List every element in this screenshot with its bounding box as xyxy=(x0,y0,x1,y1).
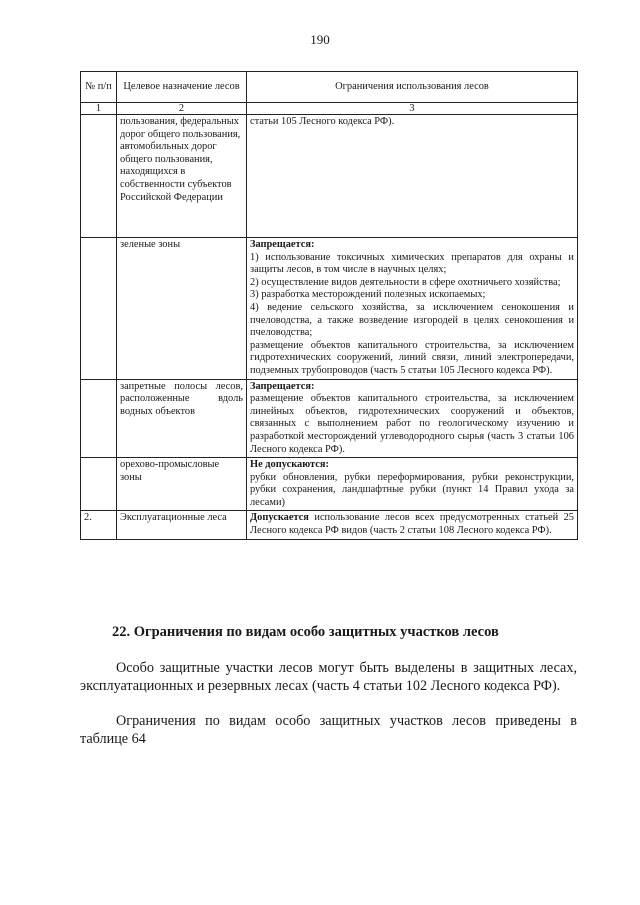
row-restriction xyxy=(247,511,578,539)
column-number-row xyxy=(81,103,578,115)
restriction-heading: Не допускаются: xyxy=(250,459,329,471)
section-paragraph: Особо защитные участки лесов могут быть выделены в защитных лесах, эксплуатационных и резервных лесах (часть 4 статьи 102 Лесного кодекса РФ). xyxy=(80,660,577,694)
row-number: 2. xyxy=(81,511,117,539)
table-row xyxy=(81,238,578,380)
row-purpose: запретные полосы лесов, расположенные вдоль водных объектов xyxy=(117,379,247,458)
row-purpose: пользования, федеральных дорог общего пользования, автомобильных дорог общего пользования, находящихся в собственности субъектов Российской Федерации xyxy=(117,115,247,238)
row-restriction xyxy=(247,458,578,511)
row-restriction xyxy=(247,379,578,458)
table-header-row xyxy=(81,72,578,103)
restriction-text: статьи 105 Лесного кодекса РФ). xyxy=(250,116,395,127)
section-paragraph: Ограничения по видам особо защитных участков лесов приведены в таблице 64 xyxy=(80,713,577,747)
column-number: 2 xyxy=(117,103,247,115)
restriction-text: использование лесов всех предусмотренных статьей 25 Лесного кодекса РФ видов (часть 2 статьи 108 Лесного кодекса РФ). xyxy=(250,512,574,537)
row-number xyxy=(81,238,117,380)
row-purpose: Эксплуатационные леса xyxy=(117,511,247,539)
table-row xyxy=(81,458,578,511)
page-number: 190 xyxy=(310,32,330,47)
restriction-text: размещение объектов капитального строительства, за исключением линейных объектов, гидротехнических сооружений и объектов, связанных с выполнением работ по геологическому изучению и разработкой месторождений углеводородного сырья (часть 3 статьи 106 Лесного кодекса РФ). xyxy=(250,393,574,455)
row-restriction xyxy=(247,115,578,238)
row-number xyxy=(81,379,117,458)
table-row xyxy=(81,115,578,238)
table-row xyxy=(81,379,578,458)
restriction-heading: Запрещается: xyxy=(250,380,315,392)
table-row xyxy=(81,511,578,539)
header-purpose: Целевое назначение лесов xyxy=(117,72,247,103)
row-number xyxy=(81,458,117,511)
section-title: 22. Ограничения по видам особо защитных участков лесов xyxy=(112,624,499,640)
restriction-heading: Допускается xyxy=(250,512,309,524)
row-number xyxy=(81,115,117,238)
restrictions-table xyxy=(80,71,578,540)
row-purpose: орехово-промысловые зоны xyxy=(117,458,247,511)
column-number: 3 xyxy=(247,103,578,115)
header-restrictions: Ограничения использования лесов xyxy=(247,72,578,103)
restriction-text: 1) использование токсичных химических препаратов для охраны и защиты лесов, в том числе в научных целях; 2) осуществление видов деятельности в сфере охотничьего хозяйства; 3) разработка месторождений полезных ископаемых; 4) ведение сельского хозяйства, за исключением сенокошения и пчеловодства, а также возведение изгородей в целях сенокошения и пчеловодства; размещение объектов капитального строительства, за исключением гидротехнических сооружений, линий связи, линий электропередачи, подземных трубопроводов (часть 5 статьи 105 Лесного кодекса РФ). xyxy=(250,251,574,376)
row-restriction xyxy=(247,238,578,380)
restriction-heading: Запрещается: xyxy=(250,239,315,250)
row-purpose: зеленые зоны xyxy=(117,238,247,380)
header-number: № п/п xyxy=(81,72,117,103)
column-number: 1 xyxy=(81,103,117,115)
restriction-text: рубки обновления, рубки переформирования, рубки реконструкции, рубки сохранения, ландшафтные рубки (пункт 14 Правил ухода за лесами) xyxy=(250,471,574,508)
